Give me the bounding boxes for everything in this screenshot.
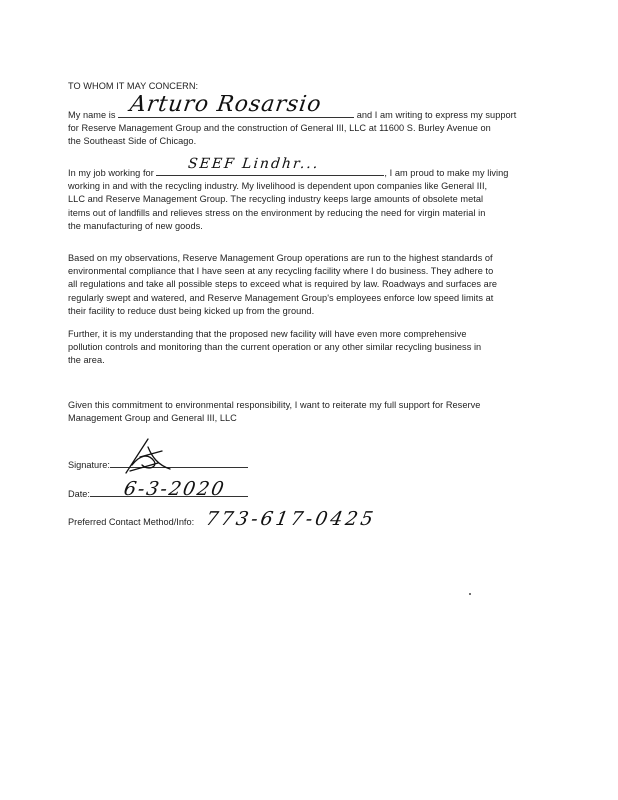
intro-line-3: the Southeast Side of Chicago. [68, 136, 197, 147]
signature-scribble [118, 435, 178, 477]
understanding-line-2: pollution controls and monitoring than the current operation or any other similar recycling business in [68, 342, 482, 353]
employment-line-2: working in and with the recycling industry. My livelihood is dependent upon companies like General III, [68, 181, 488, 192]
commitment-line-2: Management Group and General III, LLC [68, 413, 237, 424]
commitment-line-1: Given this commitment to environmental responsibility, I want to reiterate my full support for Reserve [68, 400, 481, 410]
scan-speck [469, 593, 471, 595]
handwritten-phone: 773-617-0425 [204, 508, 378, 530]
observations-line-3: all regulations and take all possible steps to exceed what is required by law. Roadways and surfaces are [68, 279, 498, 290]
understanding-line-1: Further, it is my understanding that the proposed new facility will have even more comprehensive [68, 329, 467, 339]
salutation: TO WHOM IT MAY CONCERN: [68, 81, 199, 91]
employment-line-5: the manufacturing of new goods. [68, 220, 203, 231]
signature-label: Signature: [68, 460, 110, 470]
date-label: Date: [68, 489, 90, 499]
observations-line-2: environmental compliance that I have seen at any recycling facility where I do business. They adhere to [68, 266, 494, 277]
employment-lead-text: In my job working for [68, 168, 154, 178]
handwritten-name: Arturo Rosarsio [128, 92, 324, 117]
observations-line-1: Based on my observations, Reserve Management Group operations are run to the highest standards of [68, 253, 493, 263]
understanding-line-3: the area. [68, 355, 105, 366]
paragraph-employment [68, 166, 548, 233]
employment-line-3: LLC and Reserve Management Group. The recycling industry keeps large amounts of obsolete metal [68, 194, 484, 205]
intro-lead-text: My name is [68, 110, 116, 120]
paragraph-understanding [68, 328, 548, 368]
intro-support-text: and I am writing to express my support [356, 110, 517, 120]
employment-proud-text: , I am proud to make my living [384, 168, 509, 178]
paragraph-commitment [68, 399, 548, 425]
observations-line-5: their facility to reduce dust being kicked up from the ground. [68, 305, 315, 316]
contact-label: Preferred Contact Method/Info: [68, 517, 195, 527]
handwritten-employer: SEEF Lindhr... [187, 156, 321, 172]
observations-line-4: regularly swept and watered, and Reserve Management Group's employees enforce low speed limits at [68, 292, 494, 303]
intro-line-2: for Reserve Management Group and the construction of General III, LLC at 11600 S. Burley Avenue on [68, 123, 491, 134]
contact-field [68, 516, 194, 529]
handwritten-date: 6-3-2020 [122, 478, 228, 500]
paragraph-observations [68, 252, 548, 318]
employment-line-4: items out of landfills and relieves stress on the environment by reducing the need for virgin material in [68, 207, 486, 218]
